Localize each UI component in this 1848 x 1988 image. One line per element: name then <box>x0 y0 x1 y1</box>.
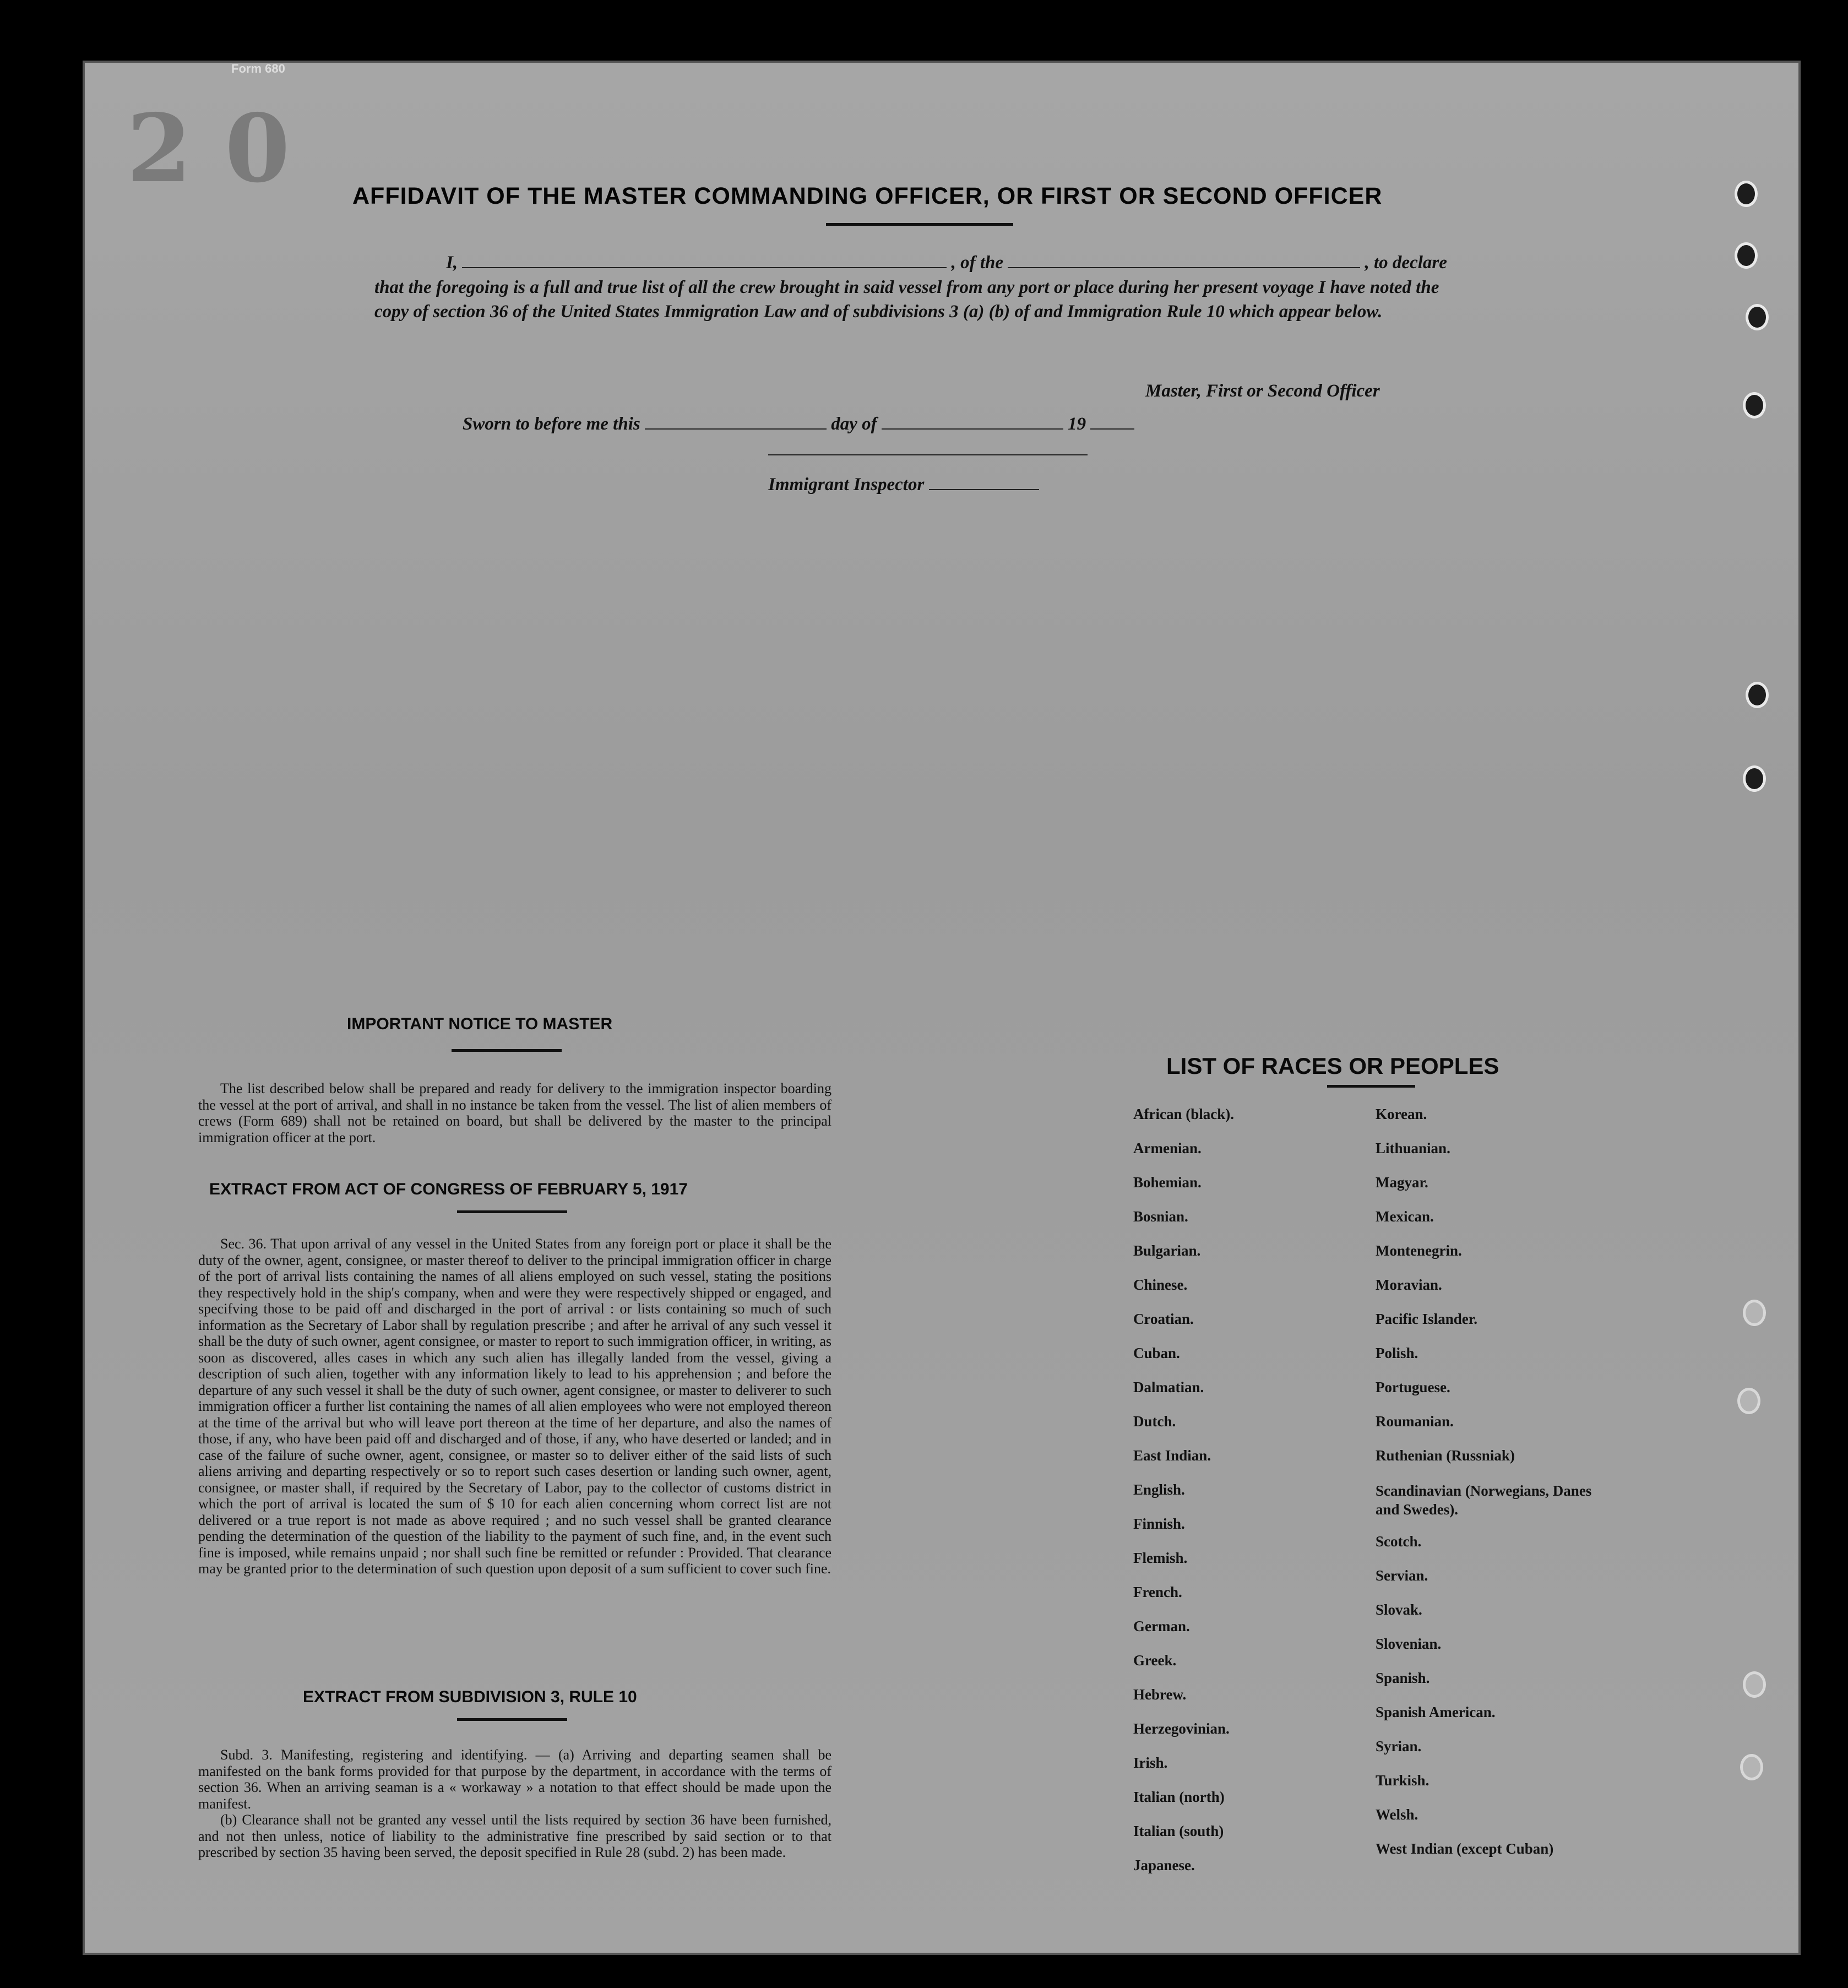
race-item: Scandinavian (Norwegians, Danes and Swedes). <box>1376 1482 1592 1518</box>
race-item: Armenian. <box>1133 1140 1202 1156</box>
races-heading: LIST OF RACES OR PEOPLES <box>1166 1053 1499 1079</box>
rule-extract-heading: EXTRACT FROM SUBDIVISION 3, RULE 10 <box>303 1688 637 1706</box>
form-number: Form 680 <box>231 62 285 75</box>
inspector-line <box>768 472 1099 497</box>
race-item: Montenegrin. <box>1376 1242 1462 1259</box>
race-item: Mexican. <box>1376 1208 1434 1225</box>
affidavit-declarant-line <box>446 251 1454 275</box>
race-item: French. <box>1133 1584 1182 1600</box>
pronoun-i: I, <box>446 253 458 273</box>
race-item: East Indian. <box>1133 1447 1211 1464</box>
binder-hole-icon <box>1737 1388 1760 1414</box>
race-item: Greek. <box>1133 1652 1177 1669</box>
binder-hole-icon <box>1743 765 1766 792</box>
notice-underline <box>452 1049 562 1052</box>
binder-hole-icon <box>1746 304 1769 330</box>
race-item: Portuguese. <box>1376 1379 1450 1395</box>
race-item: Slovak. <box>1376 1601 1422 1618</box>
inspector-signature-line <box>768 454 1088 455</box>
of-the-label: , of the <box>951 253 1004 273</box>
race-item: Chinese. <box>1133 1277 1188 1293</box>
races-underline <box>1327 1085 1415 1088</box>
race-item: Welsh. <box>1376 1806 1418 1823</box>
race-item: Dalmatian. <box>1133 1379 1204 1395</box>
binder-hole-icon <box>1746 682 1769 708</box>
inspector-label: Immigrant Inspector <box>768 475 925 495</box>
binder-hole-icon <box>1735 181 1758 207</box>
race-item: Turkish. <box>1376 1772 1430 1789</box>
race-item: Magyar. <box>1376 1174 1428 1191</box>
race-item: Finnish. <box>1133 1516 1185 1532</box>
race-item: Slovenian. <box>1376 1636 1442 1652</box>
race-item: Japanese. <box>1133 1857 1195 1873</box>
race-item: Moravian. <box>1376 1277 1442 1293</box>
sworn-label: Sworn to before me this <box>463 414 640 434</box>
inspector-blank <box>929 489 1039 490</box>
day-of-label: day of <box>831 414 877 434</box>
year-blank <box>1090 428 1134 430</box>
year-prefix: 19 <box>1068 414 1086 434</box>
race-item: Spanish. <box>1376 1670 1430 1686</box>
to-declare-label: , to declare <box>1365 253 1447 273</box>
race-item: Bosnian. <box>1133 1208 1188 1225</box>
race-item: West Indian (except Cuban) <box>1376 1840 1554 1857</box>
race-item: Ruthenian (Russniak) <box>1376 1447 1515 1464</box>
act-extract-heading: EXTRACT FROM ACT OF CONGRESS OF FEBRUARY 5, 1917 <box>209 1180 688 1198</box>
sworn-blank <box>645 428 827 430</box>
sworn-line <box>463 412 1178 436</box>
race-item: Dutch. <box>1133 1413 1176 1430</box>
race-item: Croatian. <box>1133 1311 1194 1327</box>
document-sheet <box>83 61 1801 1955</box>
binder-hole-icon <box>1743 392 1766 419</box>
race-item: Pacific Islander. <box>1376 1311 1477 1327</box>
race-item: Cuban. <box>1133 1345 1180 1361</box>
day-blank <box>882 428 1063 430</box>
race-item: African (black). <box>1133 1106 1234 1122</box>
race-item: German. <box>1133 1618 1190 1634</box>
race-item: Bohemian. <box>1133 1174 1202 1191</box>
rule-extract-text-b: (b) Clearance shall not be granted any vessel until the lists required by section 36 have been furnished, and not then unless, notice of liability to the administrative fine prescribed by said section or to that prescribed by section 35 having been served, the deposit specified in Rule 28 (subd. 2) has been made. <box>198 1812 831 1860</box>
signature-caption: Master, First or Second Officer <box>1145 381 1380 401</box>
race-item: English. <box>1133 1481 1185 1498</box>
name-blank <box>462 267 947 268</box>
race-item: Italian (south) <box>1133 1823 1224 1839</box>
page-stamp-number: 20 <box>127 94 323 204</box>
binder-hole-icon <box>1743 1300 1766 1326</box>
binder-hole-icon <box>1735 242 1758 269</box>
race-item: Korean. <box>1376 1106 1427 1122</box>
race-item: Spanish American. <box>1376 1704 1496 1720</box>
race-item: Scotch. <box>1376 1533 1422 1550</box>
act-extract-text: Sec. 36. That upon arrival of any vessel in the United States from any foreign port or place it shall be the duty of the owner, agent, consignee, or master thereof to deliver to the principal immigration officer in charge of the port of arrival lists containing the names of all aliens employed on such vessel, stating the positions they respectively hold in the ship's company, when and were they were respectively shipped or engaged, and specifving those to be paid off and discharged in the port of arrival : or lists containing so much of such information as the Secretary of Labor shall by regulation prescribe ; and after he arrival of any such vessel it shall be the duty of such owner, agent consignee, or master to report to such immigration officer, in writing, as soon as discovered, alles cases in which any such alien has illegally landed from the vessel, giving a description of such alien, together with any information likely to lead to his apprehension ; and before the departure of any such vessel it shall be the duty of such owner, agent consignee, or master to deliverer to such immigration officer a further list containing the names of all alien employees who were not employed thereon at the time of the arrival but who will leave port thereon at the time of her departure, and also the names of those, if any, who have been paid off and discharged and of those, if any, who have deserted or landed; and in case of the failure of suche owner, agent, consignee, or master so to deliver either of the said lists of such aliens arriving and departing respectively or so to report such cases desertion or landing such owner, agent, consignee, or master shall, if required by the Secretary of Labor, pay to the collector of customs district in which the port of arrival is located the sum of $ 10 for each alien concerning whom correct list are not delivered or a true report is not made as above required ; and no such vessel shall be granted clearance pending the determination of the question of the liability to the payment of such fine, and, in the event such fine is imposed, while remains unpaid ; nor shall such fine be remitted or refunder : Provided. That clearance may be granted prior to the determination of such question upon deposit of a sum sufficient to cover such fine. <box>198 1236 831 1577</box>
act-extract-underline <box>457 1210 567 1213</box>
notice-text: The list described below shall be prepared and ready for delivery to the immigration inspector boarding the vessel at the port of arrival, and shall in no instance be taken from the vessel. The list of alien members of crews (Form 689) shall not be retained on board, but shall be delivered by the master to the principal immigration officer at the port. <box>198 1080 831 1145</box>
race-item: Hebrew. <box>1133 1686 1187 1703</box>
race-item: Lithuanian. <box>1376 1140 1450 1156</box>
race-item: Herzegovinian. <box>1133 1720 1230 1737</box>
race-item: Irish. <box>1133 1755 1168 1771</box>
race-item: Bulgarian. <box>1133 1242 1201 1259</box>
binder-hole-icon <box>1743 1671 1766 1698</box>
affidavit-body: that the foregoing is a full and true list of all the crew brought in said vessel from any port or place during her present voyage I have noted the copy of section 36 of the United States Immigration Law and of subdivisions 3 (a) (b) of and Immigration Rule 10 which appear below. <box>374 278 1439 322</box>
vessel-blank <box>1008 267 1360 268</box>
binder-hole-icon <box>1740 1754 1763 1780</box>
race-item: Servian. <box>1376 1567 1428 1584</box>
race-item: Flemish. <box>1133 1550 1188 1566</box>
notice-heading: IMPORTANT NOTICE TO MASTER <box>347 1015 613 1033</box>
race-item: Syrian. <box>1376 1738 1422 1755</box>
race-item: Roumanian. <box>1376 1413 1454 1430</box>
race-item: Polish. <box>1376 1345 1418 1361</box>
title-underline <box>826 223 1013 226</box>
race-item: Italian (north) <box>1133 1789 1225 1805</box>
rule-extract-underline <box>457 1718 567 1721</box>
rule-extract-text-a: Subd. 3. Manifesting, registering and identifying. — (a) Arriving and departing seamen shall be manifested on the bank forms provided for that purpose by the department, in accordance with the terms of section 36. When an arriving seaman is a « workaway » a notation to that effect should be made upon the manifest. <box>198 1747 831 1812</box>
affidavit-title: AFFIDAVIT OF THE MASTER COMMANDING OFFICER, OR FIRST OR SECOND OFFICER <box>352 183 1383 209</box>
